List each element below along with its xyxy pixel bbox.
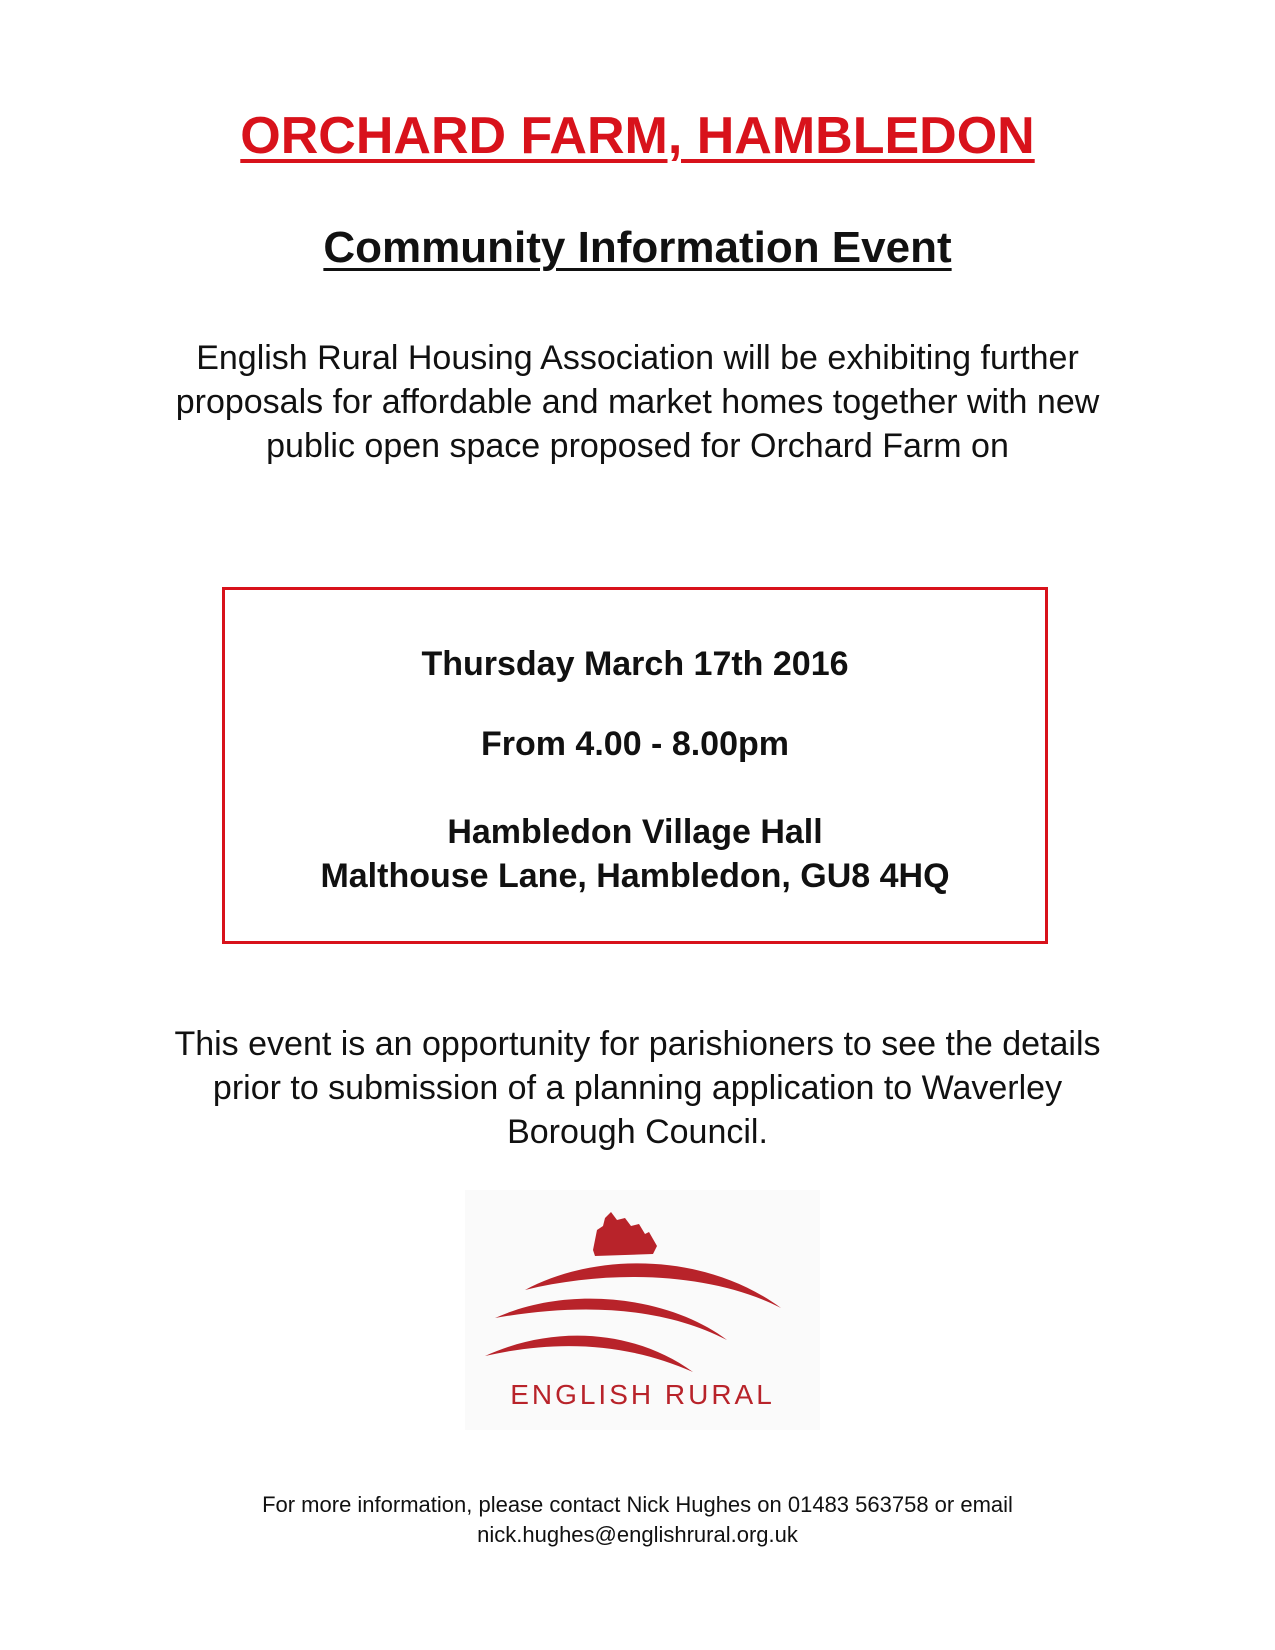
footer-contact-line: For more information, please contact Nick Hughes on 01483 563758 or email <box>262 1492 1013 1517</box>
event-address: Malthouse Lane, Hambledon, GU8 4HQ <box>320 857 950 895</box>
event-subtitle: Community Information Event <box>323 223 952 272</box>
logo-wordmark: ENGLISH RURAL <box>510 1379 775 1410</box>
event-venue: Hambledon Village Hall <box>447 813 823 851</box>
logo-swoosh-middle <box>495 1299 727 1340</box>
intro-paragraph: English Rural Housing Association will be exhibiting further proposals for affordable and market homes together with new public open space proposed for Orchard Farm on <box>175 339 1100 465</box>
footer-email: nick.hughes@englishrural.org.uk <box>477 1522 798 1547</box>
event-date: Thursday March 17th 2016 <box>421 645 849 683</box>
logo-houses-icon <box>593 1212 657 1256</box>
logo-swoosh-bottom <box>485 1336 693 1372</box>
event-details-box <box>222 587 1048 944</box>
event-time: From 4.00 - 8.00pm <box>480 725 789 763</box>
contact-footer <box>100 1490 1175 1550</box>
outro-paragraph: This event is an opportunity for parishioners to see the details prior to submission of a planning application to Waverley Borough Council. <box>174 1025 1101 1151</box>
english-rural-logo <box>465 1190 820 1430</box>
page-title: ORCHARD FARM, HAMBLEDON <box>240 107 1035 165</box>
